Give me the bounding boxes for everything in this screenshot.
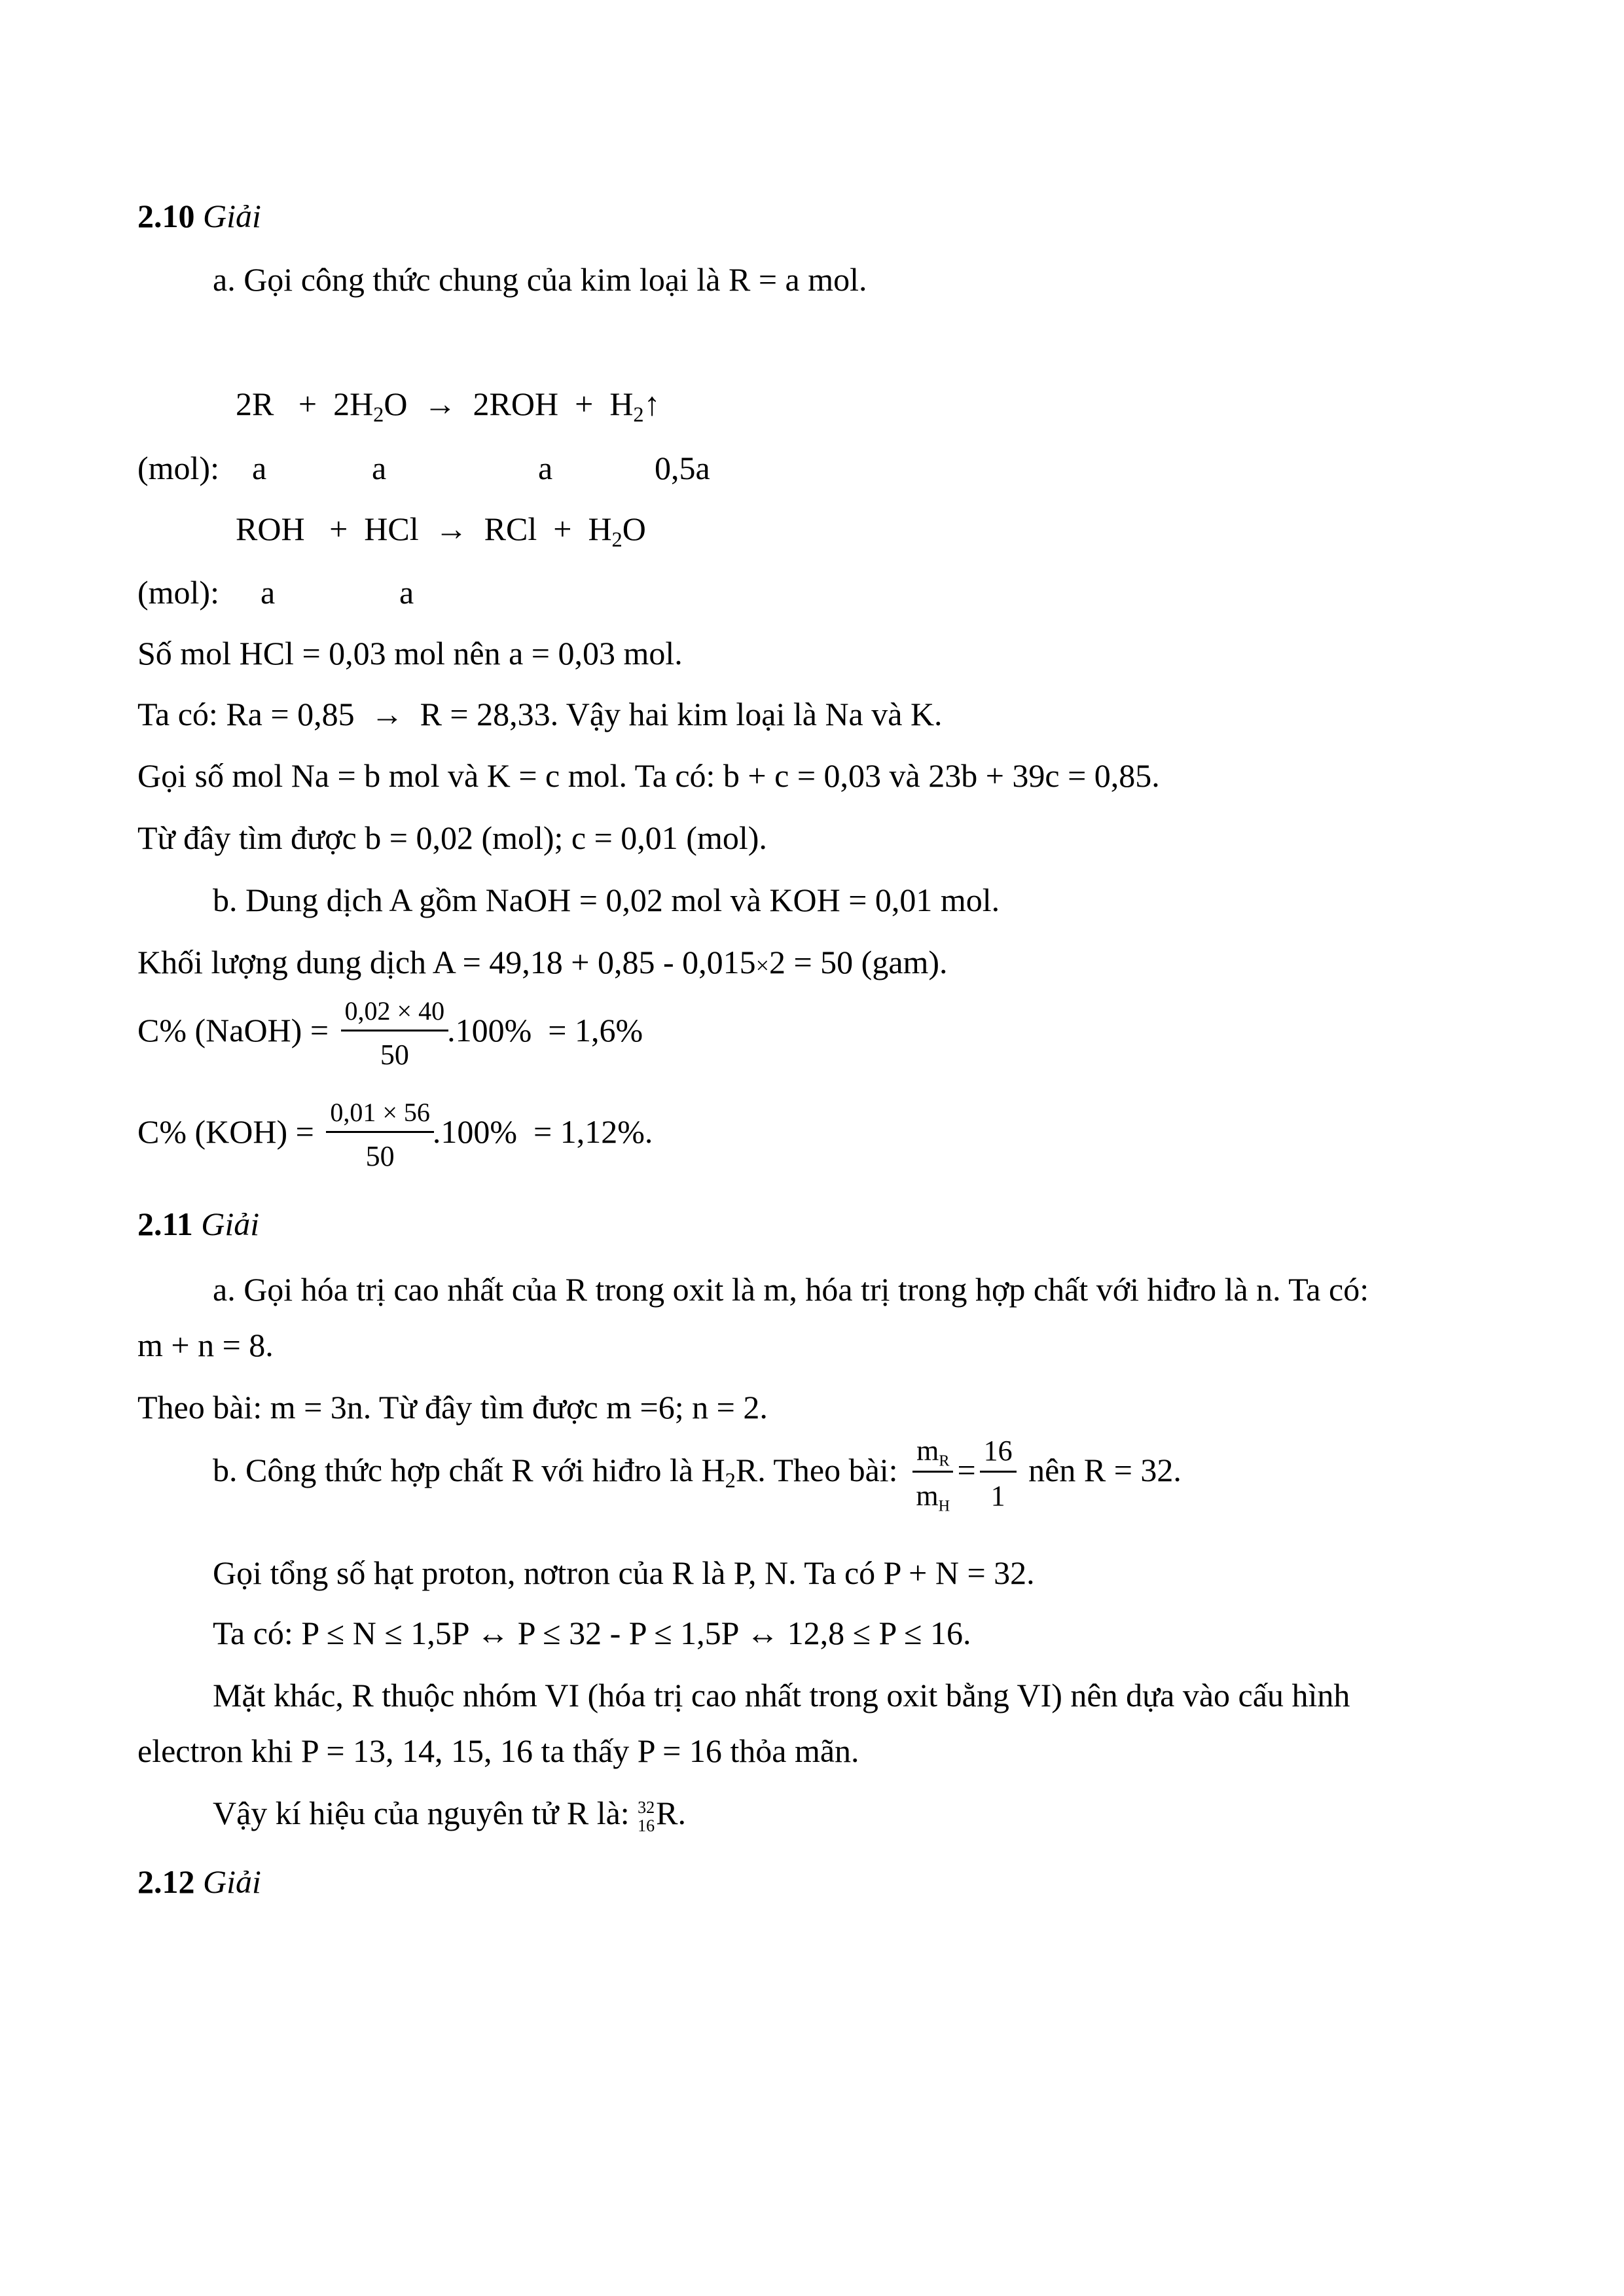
mol-value: a — [399, 574, 414, 611]
text-line: Mặt khác, R thuộc nhóm VI (hóa trị cao nhất trong oxit bằng VI) nên dựa vào cấu hình — [213, 1677, 1350, 1713]
text-line: Ta có: P ≤ N ≤ 1,5P ↔ P ≤ 32 - P ≤ 1,5P ↔ 12,8 ≤ P ≤ 16. — [213, 1615, 971, 1651]
text-line: Theo bài: m = 3n. Từ đây tìm được m =6; n = 2. — [137, 1389, 768, 1426]
text-line: Ta có: Ra = 0,85 → R = 28,33. Vậy hai kim loại là Na và K. — [137, 696, 943, 732]
section-title: Giải — [203, 1863, 261, 1900]
text-line: a. Gọi hóa trị cao nhất của R trong oxit là m, hóa trị trong hợp chất với hiđro là n. Ta có: — [213, 1271, 1369, 1308]
section-number: 2.11 — [137, 1206, 193, 1242]
fraction: $\frac{0,01 \times 56}{50}$ — [326, 1100, 434, 1171]
concentration-naoh: C% (NaOH) = $\frac{0,02 \times 40}{50}$ .100% = 1,6% — [137, 996, 643, 1071]
isotope-numbers: 32 16 — [638, 1798, 655, 1835]
mol-value: a — [252, 450, 267, 486]
mol-label: (mol): — [137, 574, 219, 611]
mol-value: a — [538, 450, 553, 486]
mol-value: a — [261, 574, 276, 611]
fraction: $\frac{mR}{mH}$ — [912, 1437, 953, 1511]
reaction-equation-2: ROH + HCl → RCl + $H_2O$ — [236, 511, 646, 552]
heading-2-12 — [137, 1865, 261, 1898]
section-title: Giải — [201, 1206, 260, 1242]
text-line: electron khi P = 13, 14, 15, 16 ta thấy P = 16 thỏa mãn. — [137, 1732, 859, 1769]
text-line: Số mol HCl = 0,03 mol nên a = 0,03 mol. — [137, 635, 683, 672]
text-line: b. Dung dịch A gồm NaOH = 0,02 mol và KOH = 0,01 mol. — [213, 882, 1000, 918]
mol-value: a — [372, 450, 387, 486]
section-number: 2.12 — [137, 1863, 195, 1900]
text-line: Từ đây tìm được b = 0,02 (mol); c = 0,01 (mol). — [137, 819, 767, 856]
text-line-isotope: Vậy kí hiệu của nguyên tử R là: 32 16 R. — [213, 1795, 687, 1835]
text-line: Gọi số mol Na = b mol và K = c mol. Ta có: b + c = 0,03 và 23b + 39c = 0,85. — [137, 757, 1160, 794]
text-line: Gọi tổng số hạt proton, nơtron của R là P, N. Ta có P + N = 32. — [213, 1554, 1035, 1591]
reaction-equation-1: 2R + $2H_2O \to 2ROH$ + $H_2↑$ — [236, 386, 660, 427]
mol-label: (mol): — [137, 450, 219, 486]
concentration-koh: C% (KOH) = $\frac{0,01 \times 56}{50}$ .100% = 1,12%. — [137, 1098, 653, 1172]
mol-value: 0,5a — [655, 450, 710, 486]
text-line-fraction: b. Công thức hợp chất R với hiđro là $H_2R$. Theo bài: $\frac{mR}{mH}$ = $\frac{16}{1}$ nên R = 32. — [213, 1435, 1182, 1515]
section-title: Giải — [203, 198, 261, 234]
fraction: $\frac{16}{1}$ — [980, 1437, 1017, 1511]
text-line: m + n = 8. — [137, 1327, 274, 1363]
text-line: a. Gọi công thức chung của kim loại là R = a mol. — [213, 261, 867, 298]
text-line: Khối lượng dung dịch A = 49,18 + 0,85 - 0,015×2 = 50 (gam). — [137, 944, 948, 980]
heading-2-11 — [137, 1208, 259, 1240]
heading-2-10 — [137, 200, 261, 232]
fraction: $\frac{0,02 \times 40}{50}$ — [341, 998, 449, 1069]
section-number: 2.10 — [137, 198, 195, 234]
